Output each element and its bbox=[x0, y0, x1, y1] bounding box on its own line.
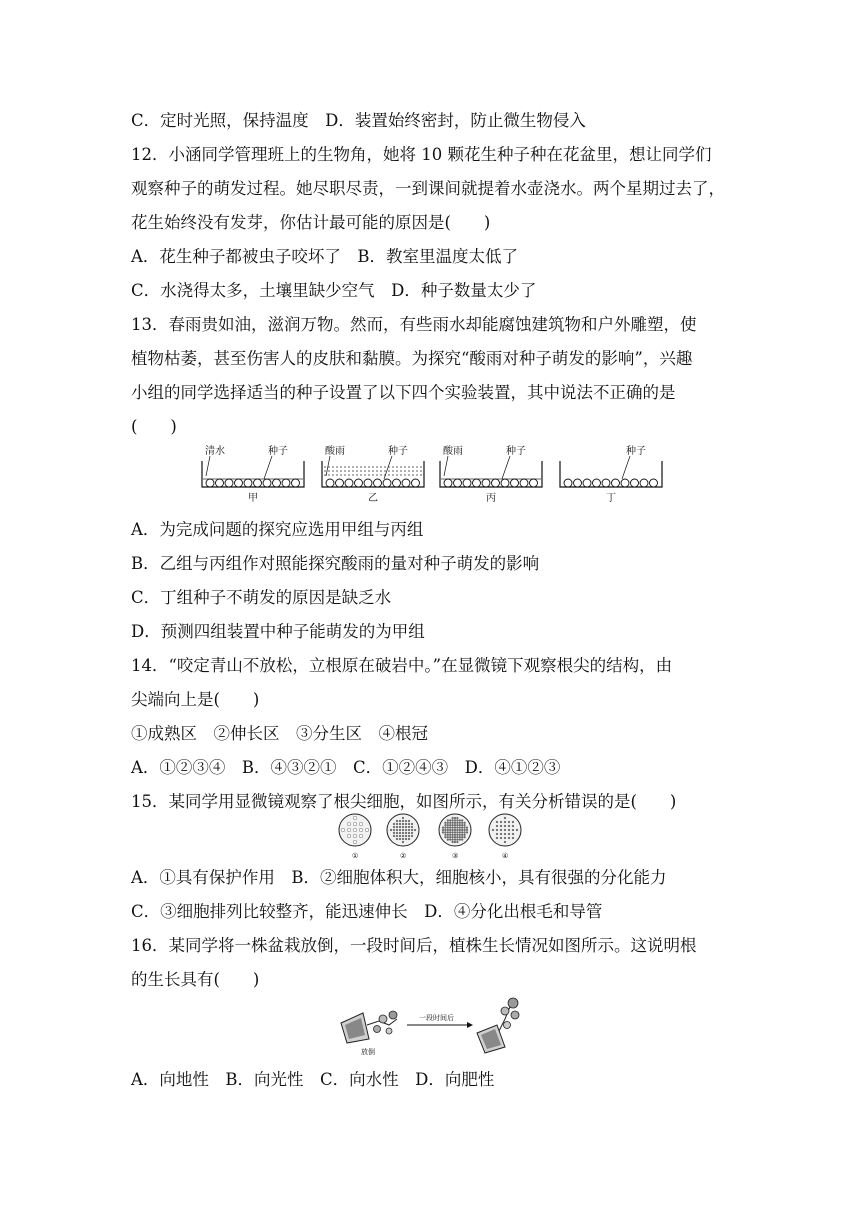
seed-icon bbox=[393, 479, 401, 487]
seed-icon bbox=[263, 479, 271, 487]
q16-options: A．向地性 B．向光性 C．向水性 D．向肥性 bbox=[131, 1070, 495, 1089]
experiment-container bbox=[322, 444, 424, 504]
seed-icon bbox=[631, 479, 639, 487]
q16-stem-line1: 16．某同学将一株盆栽放倒，一段时间后，植株生长情况如图所示。这说明根 bbox=[131, 936, 697, 955]
q12-stem-line1: 12．小涵同学管理班上的生物角，她将 10 颗花生种子种在花盆里，想让同学们 bbox=[131, 145, 712, 164]
q14-zones: ①成熟区 ②伸长区 ③分生区 ④根冠 bbox=[131, 724, 428, 743]
q13-option-b: B．乙组与丙组作对照能探究酸雨的量对种子萌发的影响 bbox=[131, 554, 540, 573]
seed-icon bbox=[492, 479, 500, 487]
seed-label: 种子 bbox=[506, 446, 526, 457]
q14-stem-line2: 尖端向上是( ) bbox=[131, 690, 260, 709]
seed-label: 种子 bbox=[626, 446, 646, 457]
fig16-left-caption: 放倒 bbox=[361, 1048, 375, 1056]
q12-option-cd: C．水浇得太多，土壤里缺少空气 D．种子数量太少了 bbox=[131, 281, 537, 300]
q15-option-ab: A．①具有保护作用 B．②细胞体积大，细胞核小，具有很强的分化能力 bbox=[131, 868, 667, 887]
seed-icon bbox=[612, 479, 620, 487]
q11-option-cd: C．定时光照，保持温度 D．装置始终密封，防止微生物侵入 bbox=[131, 111, 586, 130]
seed-icon bbox=[501, 479, 509, 487]
q12-stem-line3: 花生始终没有发芽，你估计最可能的原因是( ) bbox=[131, 213, 491, 232]
seed-icon bbox=[473, 479, 481, 487]
seed-icon bbox=[454, 479, 462, 487]
seed-icon bbox=[602, 479, 610, 487]
seed-icon bbox=[292, 479, 300, 487]
q13-option-d: D．预测四组装置中种子能萌发的为甲组 bbox=[131, 622, 425, 641]
tipped-pot-illustration bbox=[341, 1011, 397, 1043]
q14-options: A．①②③④ B．④③②① C．①②④③ D．④①②③ bbox=[131, 758, 561, 777]
seed-icon bbox=[326, 479, 334, 487]
q15-stem: 15．某同学用显微镜观察了根尖细胞，如图所示，有关分析错误的是( ) bbox=[131, 792, 677, 811]
q14-stem-line1: 14．“咬定青山不放松，立根原在破岩中。”在显微镜下观察根尖的结构，由 bbox=[131, 656, 673, 675]
seed-icon bbox=[355, 479, 363, 487]
microscope-view bbox=[489, 814, 521, 860]
seed-icon bbox=[216, 479, 224, 487]
q13-stem-line4: ( ) bbox=[131, 417, 177, 436]
q16-potted-plant-figure bbox=[337, 995, 532, 1057]
experiment-container bbox=[560, 444, 662, 504]
seed-icon bbox=[583, 479, 591, 487]
view-number-label: ④ bbox=[502, 852, 509, 860]
liquid-label: 清水 bbox=[205, 446, 225, 457]
microscope-view bbox=[439, 814, 471, 860]
seed-icon bbox=[383, 479, 391, 487]
seed-icon bbox=[273, 479, 281, 487]
seed-icon bbox=[244, 479, 252, 487]
seed-label: 种子 bbox=[388, 446, 408, 457]
fig16-arrow-caption: 一段时间后 bbox=[419, 1014, 454, 1022]
experiment-container bbox=[202, 444, 304, 504]
liquid-label: 酸雨 bbox=[325, 446, 345, 457]
microscope-view bbox=[387, 814, 419, 860]
q13-stem-line2: 植物枯萎，甚至伤害人的皮肤和黏膜。为探究“酸雨对种子萌发的影响”，兴趣 bbox=[131, 349, 693, 368]
seed-icon bbox=[374, 479, 382, 487]
seed-icon bbox=[640, 479, 648, 487]
seed-icon bbox=[511, 479, 519, 487]
seed-icon bbox=[336, 479, 344, 487]
liquid-label: 酸雨 bbox=[443, 446, 463, 457]
q13-stem-line1: 13．春雨贵如油，滋润万物。然而，有些雨水却能腐蚀建筑物和户外雕塑，使 bbox=[131, 315, 697, 334]
right-arrow-icon bbox=[407, 1022, 473, 1028]
seed-icon bbox=[574, 479, 582, 487]
seed-icon bbox=[235, 479, 243, 487]
group-name-label: 丁 bbox=[606, 493, 616, 504]
q12-option-ab: A．花生种子都被虫子咬坏了 B．教室里温度太低了 bbox=[131, 247, 519, 266]
seed-icon bbox=[225, 479, 233, 487]
seed-icon bbox=[530, 479, 538, 487]
seed-icon bbox=[463, 479, 471, 487]
seed-icon bbox=[412, 479, 420, 487]
q16-stem-line2: 的生长具有( ) bbox=[131, 970, 260, 989]
seed-icon bbox=[282, 479, 290, 487]
group-name-label: 甲 bbox=[248, 493, 258, 504]
seed-icon bbox=[364, 479, 372, 487]
seed-icon bbox=[444, 479, 452, 487]
experiment-container bbox=[440, 444, 542, 504]
seed-icon bbox=[593, 479, 601, 487]
q13-option-c: C．丁组种子不萌发的原因是缺乏水 bbox=[131, 588, 392, 607]
q15-option-cd: C．③细胞排列比较整齐，能迅速伸长 D．④分化出根毛和导管 bbox=[131, 902, 603, 921]
view-number-label: ③ bbox=[452, 852, 459, 860]
seed-label: 种子 bbox=[268, 446, 288, 457]
q15-root-cells-figure bbox=[335, 812, 530, 862]
grown-plant-illustration bbox=[477, 998, 519, 1053]
seed-icon bbox=[482, 479, 490, 487]
view-number-label: ① bbox=[352, 852, 359, 860]
seed-icon bbox=[520, 479, 528, 487]
seed-icon bbox=[402, 479, 410, 487]
seed-icon bbox=[206, 479, 214, 487]
seed-icon bbox=[621, 479, 629, 487]
seed-icon bbox=[650, 479, 658, 487]
group-name-label: 丙 bbox=[486, 493, 496, 504]
microscope-view bbox=[339, 814, 371, 860]
q13-stem-line3: 小组的同学选择适当的种子设置了以下四个实验装置，其中说法不正确的是 bbox=[131, 383, 676, 402]
q13-experiment-figure bbox=[198, 443, 668, 505]
view-number-label: ② bbox=[400, 852, 407, 860]
q13-option-a: A．为完成问题的探究应选用甲组与丙组 bbox=[131, 520, 424, 539]
seed-icon bbox=[345, 479, 353, 487]
q12-stem-line2: 观察种子的萌发过程。她尽职尽责，一到课间就提着水壶浇水。两个星期过去了， bbox=[131, 179, 725, 198]
group-name-label: 乙 bbox=[368, 493, 378, 504]
seed-icon bbox=[254, 479, 262, 487]
seed-icon bbox=[564, 479, 572, 487]
